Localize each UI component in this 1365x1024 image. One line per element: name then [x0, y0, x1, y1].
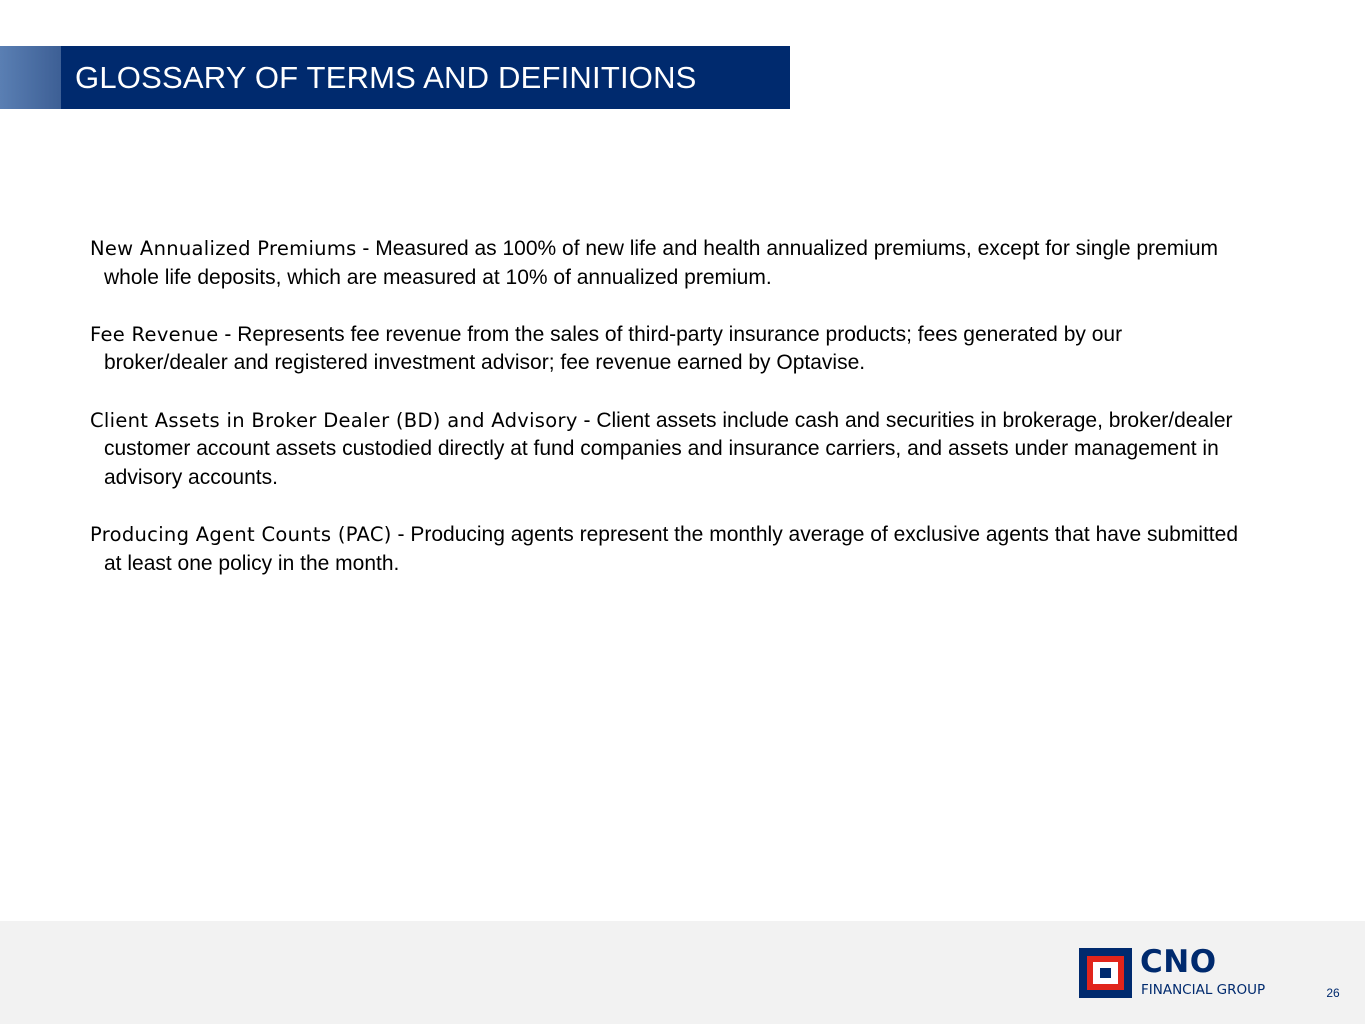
glossary-term: New Annualized Premiums [90, 237, 357, 260]
slide-title: GLOSSARY OF TERMS AND DEFINITIONS [75, 60, 697, 95]
logo-subtitle: FINANCIAL GROUP [1141, 982, 1266, 998]
glossary-definition: - Client assets include cash and securities in brokerage, broker/dealer customer account assets custodied directly at fund companies and insurance carriers, and assets under management in advisory accounts. [104, 408, 1233, 489]
glossary-definition: - Represents fee revenue from the sales of third-party insurance products; fees generated by our broker/dealer and registered investment advisor; fee revenue earned by Optavise. [104, 322, 1123, 375]
title-bar [61, 46, 790, 109]
glossary-entry [90, 321, 1250, 378]
glossary-list [90, 235, 1250, 607]
glossary-term: Producing Agent Counts (PAC) [90, 522, 392, 546]
glossary-definition: - Producing agents represent the monthly average of exclusive agents that have submitted at least one policy in the month. [104, 522, 1238, 575]
glossary-definition: - Measured as 100% of new life and health annualized premiums, except for single premium whole life deposits, which are measured at 10% of annualized premium. [104, 237, 1219, 289]
glossary-entry [90, 407, 1250, 493]
company-logo [1079, 944, 1289, 1000]
title-accent-bar [0, 46, 61, 109]
glossary-term: Fee Revenue [90, 322, 219, 346]
glossary-entry [90, 235, 1250, 292]
logo-wordmark: CNO [1140, 944, 1217, 980]
glossary-term: Client Assets in Broker Dealer (BD) and Advisory [90, 408, 578, 432]
logo-mark-icon [1079, 948, 1132, 998]
glossary-entry [90, 521, 1250, 578]
page-number: 26 [1326, 986, 1340, 1000]
